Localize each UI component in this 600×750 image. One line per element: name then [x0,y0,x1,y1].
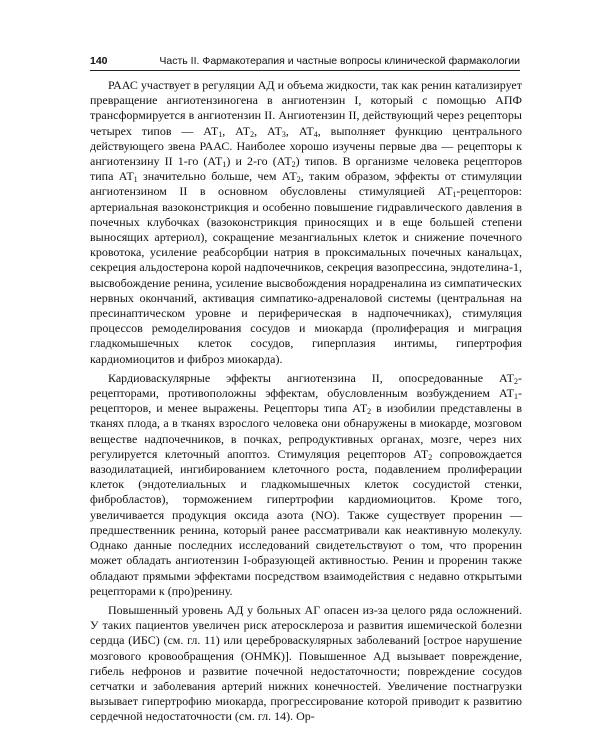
paragraph-raas: РААС участвует в регуляции АД и объема жидкости, так как ренин катализирует превращение ангиотензиногена в ангиотензин I, который с помощью АПФ трансформируется в ангиотензин II. Ангиотензин II, действующий через рецепторы четырех типов — $АТ_1$, $АТ_2$, $АТ_3$, $АТ_4$, выполняет функцию центрального действующего звена РААС. Наиболее хорошо изучены первые два — рецепторы к ангиотензину II 1-го $(АТ_1)$ и 2-го $(АТ_2)$ типов. В организме человека рецепторов типа $АТ_1$ значительно больше, чем $АТ_2$, таким образом, эффекты от стимуляции ангиотензином II в основном обусловлены стимуляцией $АТ_1$-рецепторов: артериальная вазоконстрикция и особенно повышение гидравлического давления в почечных клубочках (вазоконстрикция приносящих и в еще большей степени выносящих артериол), сокращение мезангиальных клеток и снижение почечного кровотока, усиление реабсорбции натрия в проксимальных почечных канальцах, секреция альдостерона корой надпочечников, секреция вазопрессина, эндотелина-1, высвобождение ренина, усиление высвобождения норадреналина из симпатических нервных окончаний, активация симпатико-адреналовой системы (центральная на пресинаптическом уровне и периферическая в надпочечниках), стимуляция процессов ремоделирования сосудов и миокарда (пролиферация и миграция гладкомышечных клеток сосудов, гиперплазия интимы, гипертрофия кардиомиоцитов и фиброз миокарда). [90,78,523,366]
paragraph-hypertension-complications: Повышенный уровень АД у больных АГ опасен из-за целого ряда осложнений. У таких пациентов увеличен риск атеросклероза и развития ишемической болезни сердца (ИБС) (см. гл. 11) или цереброваскулярных заболеваний [острое нарушение мозгового кровообращения (ОНМК)]. Повышенное АД вызывает повреждение, гибель нефронов и развитие почечной недостаточности; повреждение сосудов сетчатки и заболевания артерий нижних конечностей. Увеличение постнагрузки вызывает гипертрофию миокарда, прогрессирование которой приводит к развитию сердечной недостаточности (см. гл. 14). Ор- [90,602,522,724]
running-header [90,54,520,71]
subscript: 2 [291,160,296,170]
subscript: 2 [428,452,433,462]
subscript: 3 [281,129,286,139]
subscript: 2 [250,129,255,139]
subscript: 1 [222,160,227,170]
paragraph-cardiovascular-effects: Кардиоваскулярные эффекты ангиотензина II, опосредованные $АТ_2$-рецепторами, противоположны эффектам, обусловленным возбуждением $АТ_1$-рецепторов, и менее выражены. Рецепторы типа $АТ_2$ в изобилии представлены в тканях плода, а в тканях взрослого человека они обнаружены в миокарде, мозговом веществе надпочечников, в почках, репродуктивных органах, мозге, через них регулируется клеточный апоптоз. Стимуляция рецепторов $АТ_2$ сопровождается вазодилатацией, ингибированием клеточного роста, подавлением пролиферации клеток (эндотелиальных и гладкомышечных клеток сосудистой стенки, фибробластов), торможением гипертрофии кардиомиоцитов. Кроме того, увеличивается продукция оксида азота (NO). Также существует проренин — предшественник ренина, который ранее рассматривали как неактивную молекулу. Однако данные последних исследований свидетельствуют о том, что проренин может обладать ангиотензин I-образующей активностью. Ренин и проренин также обладают прямыми эффектами посредством взаимодействия с недавно открытыми рецепторами к (про)ренину. [90,370,522,598]
subscript: 1 [514,392,518,402]
subscript: 1 [218,129,223,139]
subscript: 1 [133,175,138,185]
subscript: 2 [514,376,518,386]
page-number: 140 [90,55,108,67]
subscript: 2 [296,175,301,185]
subscript: 4 [313,129,318,139]
subscript: 1 [452,190,457,200]
running-title: Часть II. Фармакотерапия и частные вопросы клинической фармакологии [159,55,520,67]
subscript: 2 [367,407,372,417]
body-text [90,78,522,725]
